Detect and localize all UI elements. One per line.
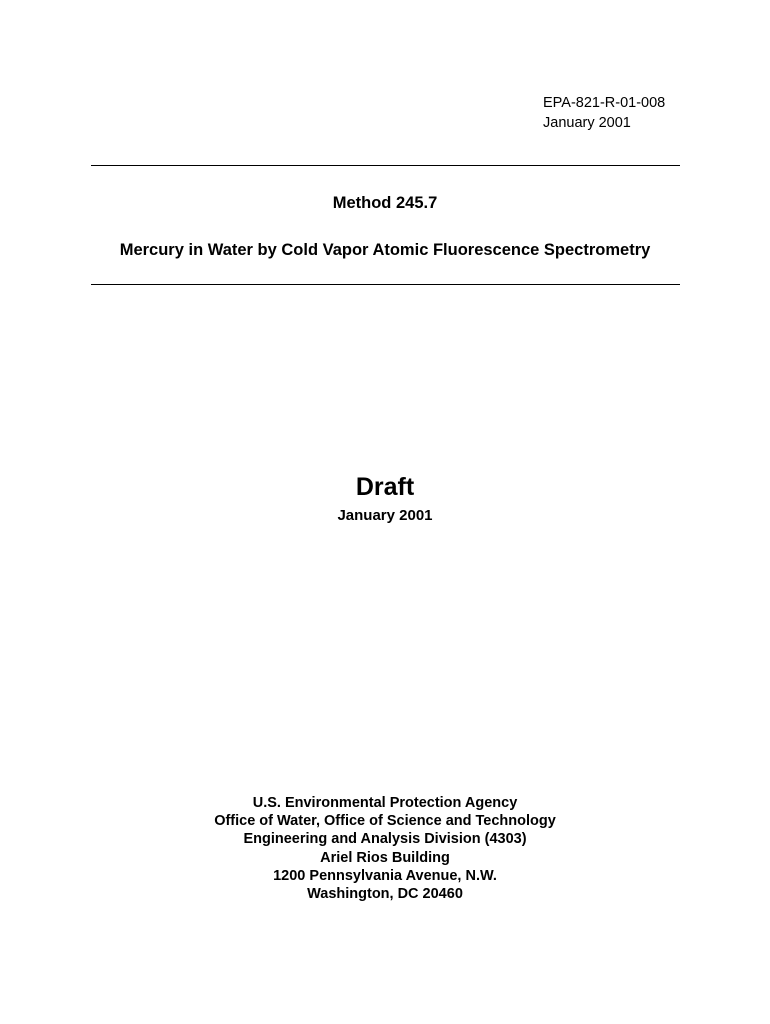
top-divider (91, 165, 680, 166)
street-address: 1200 Pennsylvania Avenue, N.W. (273, 867, 497, 884)
agency-name: U.S. Environmental Protection Agency (252, 795, 518, 811)
bottom-divider (91, 284, 680, 285)
document-number: EPA-821-R-01-008 (543, 95, 666, 111)
building-name: Ariel Rios Building (320, 849, 450, 866)
document-id-block (543, 93, 665, 133)
city-state-zip: Washington, DC 20460 (307, 886, 463, 903)
publisher-address-block (0, 794, 770, 903)
method-number: Method 245.7 (332, 194, 438, 212)
division-name: Engineering and Analysis Division (4303) (243, 831, 527, 848)
office-name: Office of Water, Office of Science and Technology (214, 813, 556, 830)
draft-label: Draft (355, 473, 415, 501)
method-title: Mercury in Water by Cold Vapor Atomic Fluorescence Spectrometry (119, 241, 651, 259)
document-date: January 2001 (543, 115, 631, 131)
draft-date: January 2001 (337, 507, 433, 524)
